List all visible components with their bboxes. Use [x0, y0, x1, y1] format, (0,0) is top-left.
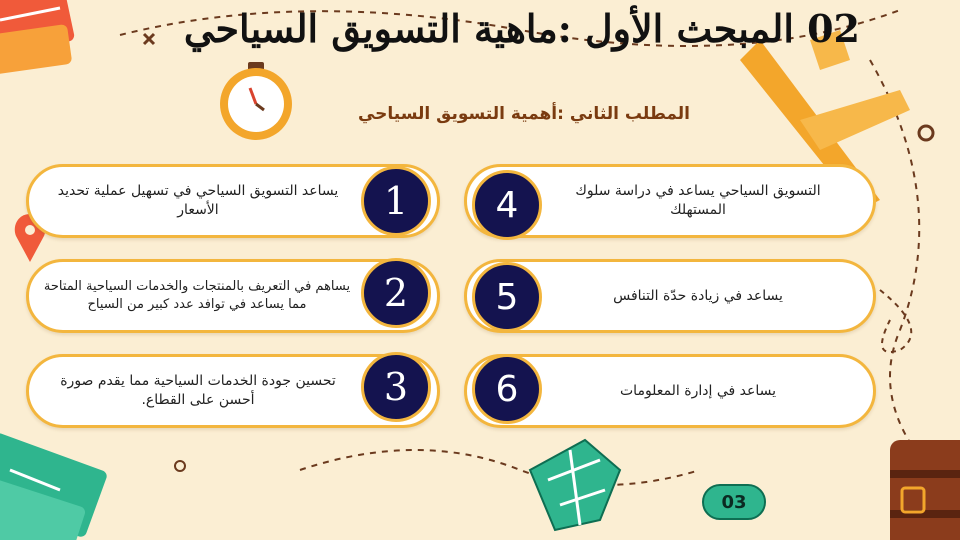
number-badge-5: 5: [472, 262, 542, 332]
page-title: 02 المبحث الأول :ماهية التسويق السياحي: [183, 6, 860, 51]
map-icon: [530, 440, 620, 530]
page-number-badge: 03: [702, 484, 766, 520]
number-badge-3: 3: [361, 352, 431, 422]
number-badge-1: 1: [361, 166, 431, 236]
card-text: يساعد في إدارة المعلومات: [620, 382, 776, 399]
tickets-icon: [0, 0, 75, 75]
boarding-pass-icon: [0, 432, 108, 540]
card-text: يساعد في زيادة حدّة التنافس: [613, 287, 783, 304]
clock-icon: [220, 62, 292, 140]
card-text: يساهم في التعريف بالمنتجات والخدمات السياحية المتاحة مما يساعد في توافد عدد كبير من السياح: [43, 279, 351, 312]
number-badge-4: 4: [472, 170, 542, 240]
card-text: تحسين جودة الخدمات السياحية مما يقدم صورة أحسن على القطاع.: [60, 373, 336, 408]
card-text: التسويق السياحي يساعد في دراسة سلوك المستهلك: [575, 183, 821, 218]
section-subtitle: المطلب الثاني :أهمية التسويق السياحي: [357, 104, 690, 124]
number-badge-2: 2: [361, 258, 431, 328]
number-badge-6: 6: [472, 354, 542, 424]
card-text: يساعد التسويق السياحي في تسهيل عملية تحديد الأسعار: [57, 183, 339, 218]
suitcase-icon: [890, 440, 960, 540]
